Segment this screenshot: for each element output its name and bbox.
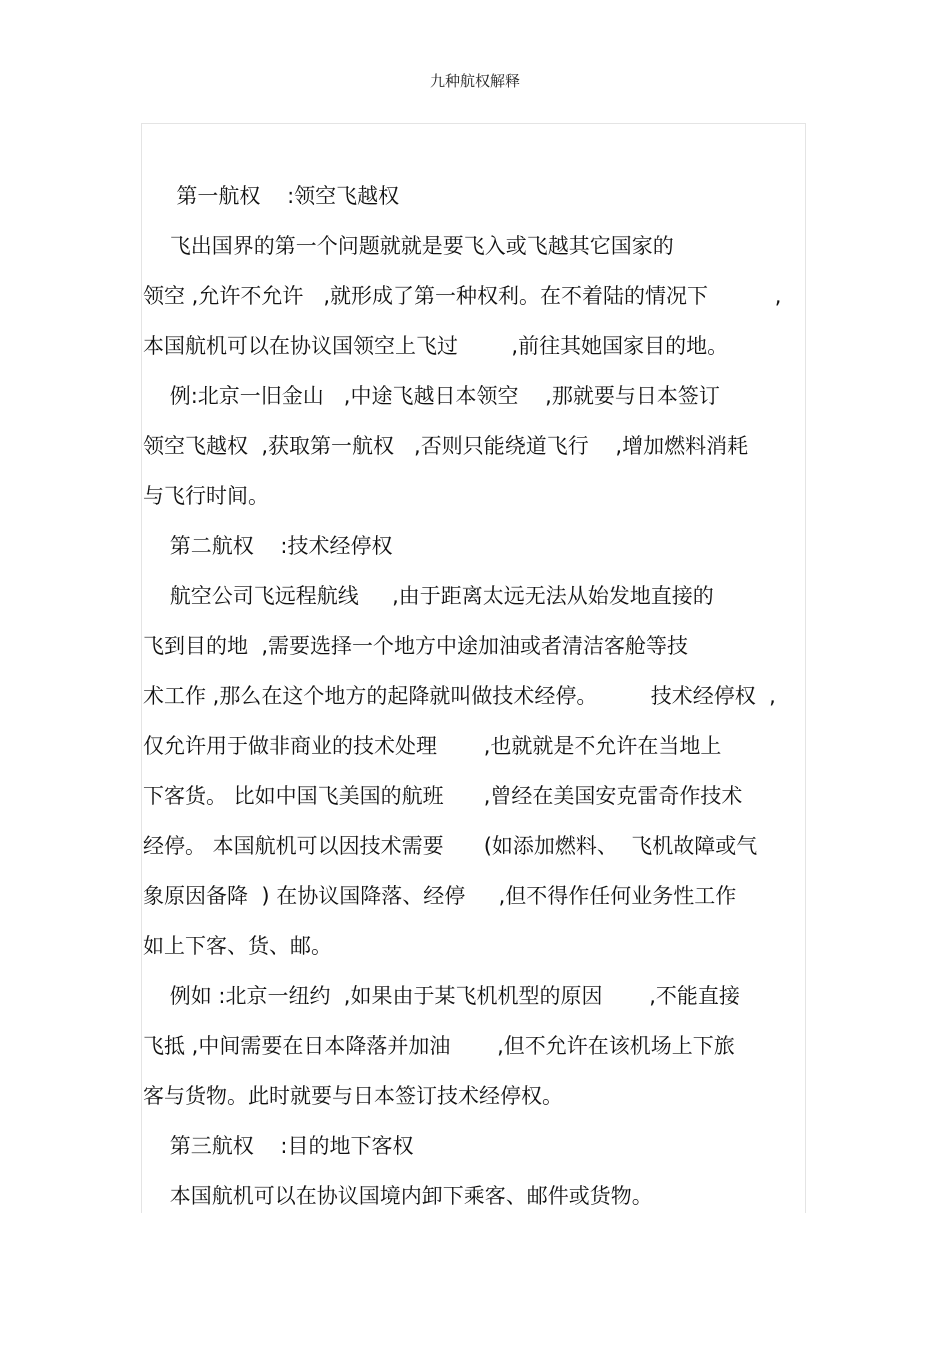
text-line: 第三航权 :目的地下客权 xyxy=(143,1134,414,1158)
text-line: 与飞行时间。 xyxy=(143,484,269,508)
text-line: 例如 :北京一纽约 ,如果由于某飞机机型的原因 ,不能直接 xyxy=(143,984,740,1008)
text-line: 飞到目的地 ,需要选择一个地方中途加油或者清洁客舱等技 xyxy=(143,634,689,658)
text-line: 本国航机可以在协议国领空上飞过 ,前往其她国家目的地。 xyxy=(143,334,729,358)
text-line: 航空公司飞远程航线 ,由于距离太远无法从始发地直接的 xyxy=(143,584,714,608)
text-line: 术工作 ,那么在这个地方的起降就叫做技术经停。 技术经停权 , xyxy=(143,684,776,708)
text-line: 客与货物。此时就要与日本签订技术经停权。 xyxy=(143,1084,563,1108)
text-line: 如上下客、货、邮。 xyxy=(143,934,332,958)
text-line: 例:北京一旧金山 ,中途飞越日本领空 ,那就要与日本签订 xyxy=(143,384,720,408)
page-title: 九种航权解释 xyxy=(429,72,520,90)
text-line: 领空飞越权 ,获取第一航权 ,否则只能绕道飞行 ,增加燃料消耗 xyxy=(143,434,749,458)
text-line: 飞抵 ,中间需要在日本降落并加油 ,但不允许在该机场上下旅 xyxy=(143,1034,735,1058)
text-line: 本国航机可以在协议国境内卸下乘客、邮件或货物。 xyxy=(143,1184,653,1208)
text-line: 象原因备降 ) 在协议国降落、经停 ,但不得作任何业务性工作 xyxy=(143,884,737,908)
text-line: 经停。 本国航机可以因技术需要 (如添加燃料、 飞机故障或气 xyxy=(143,834,758,858)
text-line: 领空 ,允许不允许 ,就形成了第一种权利。在不着陆的情况下 , xyxy=(143,284,782,308)
text-line: 仅允许用于做非商业的技术处理 ,也就就是不允许在当地上 xyxy=(143,734,722,758)
text-line: 飞出国界的第一个问题就就是要飞入或飞越其它国家的 xyxy=(143,234,674,258)
text-line: 第一航权 :领空飞越权 xyxy=(143,184,400,208)
text-line: 下客货。 比如中国飞美国的航班 ,曾经在美国安克雷奇作技术 xyxy=(143,784,743,808)
text-line: 第二航权 :技术经停权 xyxy=(143,534,393,558)
